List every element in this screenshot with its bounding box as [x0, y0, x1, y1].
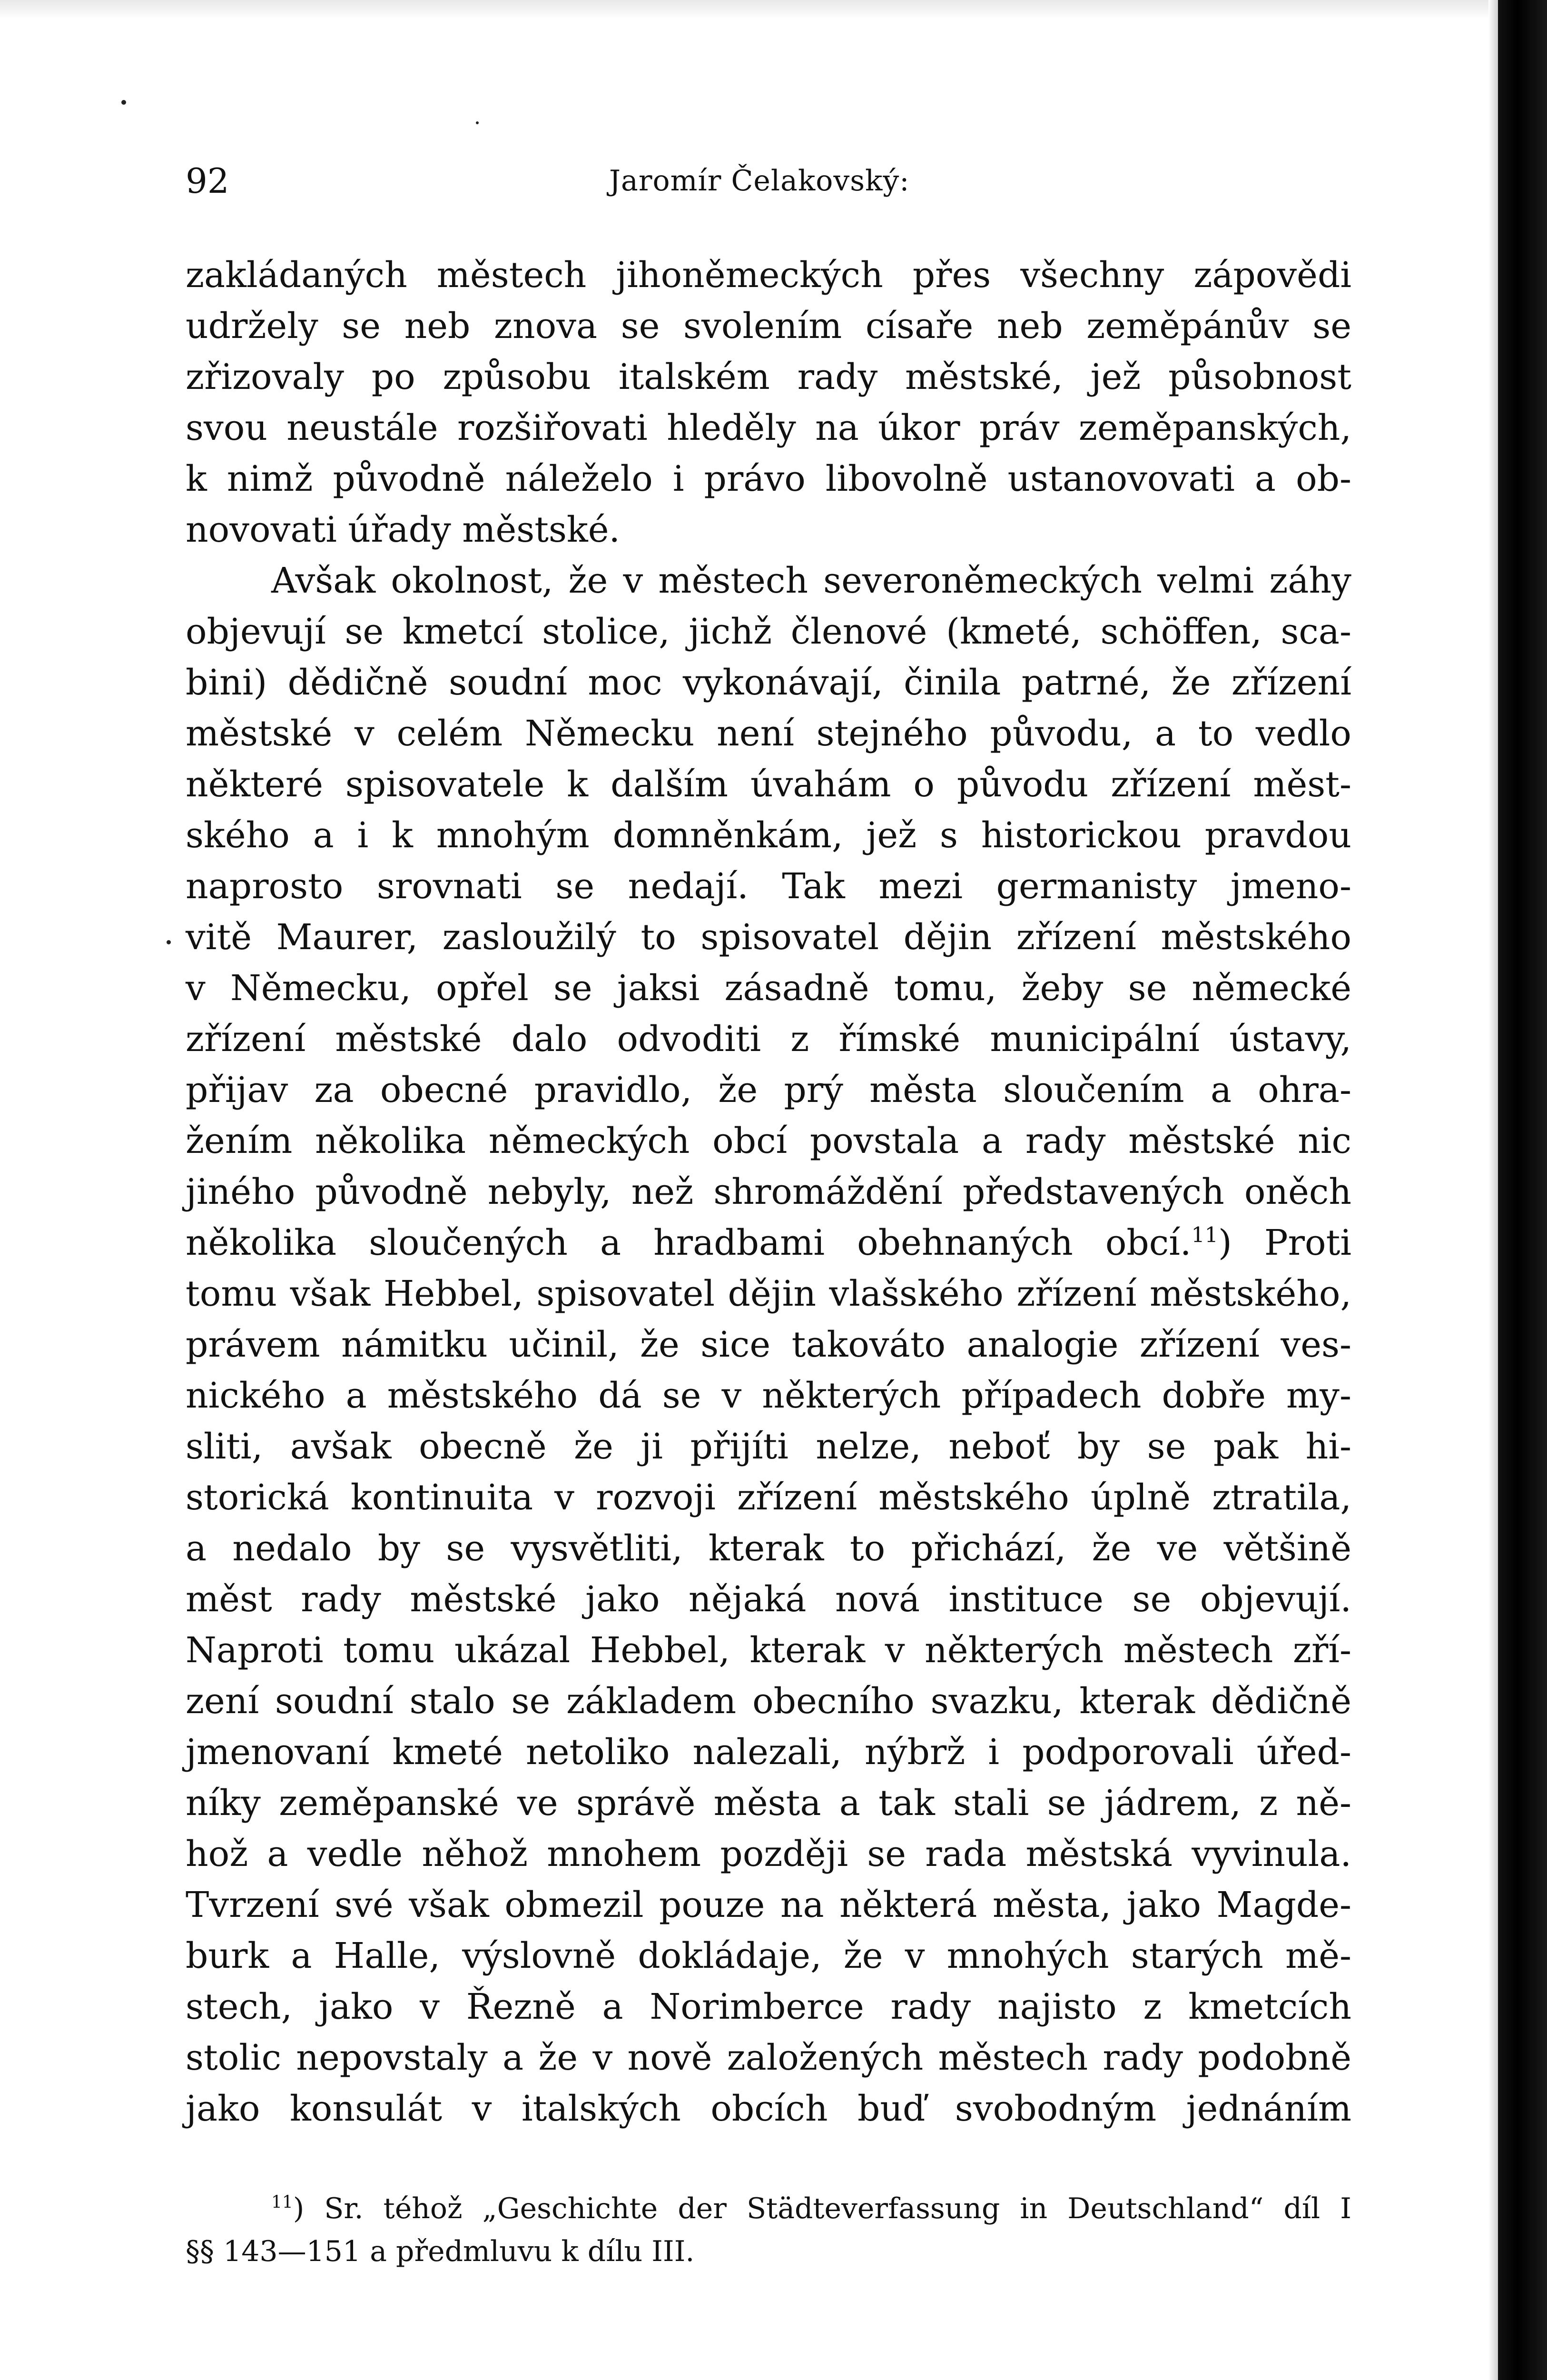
- footnote-reference[interactable]: 11: [1191, 1223, 1218, 1248]
- text-line: zřizovaly po způsobu italském rady městské, jež působnost: [186, 357, 1351, 397]
- text-line: sliti, avšak obecně že ji přijíti nelze, neboť by se pak hi-: [186, 1426, 1351, 1467]
- text-line: vitě Maurer, zasloužilý to spisovatel dějin zřízení městského: [186, 917, 1351, 958]
- text-line: níky zeměpanské ve správě města a tak stali se jádrem, z ně-: [186, 1783, 1351, 1824]
- page-edge-shade: [1488, 0, 1498, 2380]
- scan-border: [1498, 0, 1547, 2380]
- text-line: jako konsulát v italských obcích buď svobodným jednáním: [186, 2088, 1351, 2129]
- text-line: ského a i k mnohým domněnkám, jež s historickou pravdou: [186, 815, 1351, 856]
- footnote-line: §§ 143—151 a předmluvu k dílu III.: [186, 2235, 695, 2268]
- footnotes: [186, 2187, 1351, 2273]
- footnote-line: [186, 2187, 1351, 2230]
- text-line: Naproti tomu ukázal Hebbel, kterak v některých městech zří-: [186, 1630, 1351, 1671]
- text-line: svou neustále rozšiřovati hleděly na úkor práv zeměpanských,: [186, 407, 1351, 448]
- print-speck: [121, 100, 126, 105]
- text-line: stolic nepovstaly a že v nově založených městech rady podobně: [186, 2037, 1351, 2078]
- text-line: jmenovaní kmeté netoliko nalezali, nýbrž i podporovali úřed-: [186, 1732, 1351, 1773]
- text-line: právem námitku učinil, že sice takováto analogie zřízení ves-: [186, 1324, 1351, 1365]
- text-line: městské v celém Německu není stejného původu, a to vedlo: [186, 713, 1351, 754]
- text-fragment: několika sloučených a hradbami obehnaných obcí.: [186, 1222, 1192, 1263]
- text-line: přijav za obecné pravidlo, že prý města sloučením a ohra-: [186, 1070, 1351, 1111]
- text-line: naprosto srovnati se nedají. Tak mezi germanisty jmeno-: [186, 866, 1351, 907]
- text-line: žením několika německých obcí povstala a rady městské nic: [186, 1121, 1351, 1161]
- text-line: zřízení městské dalo odvoditi z římské municipální ústavy,: [186, 1019, 1351, 1060]
- print-speck: [476, 121, 479, 124]
- text-line: v Německu, opřel se jaksi zásadně tomu, žeby se německé: [186, 968, 1351, 1009]
- text-line: stech, jako v Řezně a Norimberce rady najisto z kmetcích: [186, 1986, 1351, 2027]
- text-line: a nedalo by se vysvětliti, kterak to přichází, že ve většině: [186, 1528, 1351, 1569]
- text-line: tomu však Hebbel, spisovatel dějin vlašského zřízení městského,: [186, 1273, 1351, 1314]
- text-line: bini) dědičně soudní moc vykonávají, činila patrné, že zřízení: [186, 662, 1351, 703]
- text-line: nického a městského dá se v některých případech dobře my-: [186, 1375, 1351, 1416]
- footnote-text: ) Sr. téhož „Geschichte der Städteverfassung in Deutschland“ díl I: [293, 2192, 1351, 2225]
- page-number: 92: [186, 161, 229, 201]
- text-line: storická kontinuita v rozvoji zřízení městského úplně ztratila,: [186, 1477, 1351, 1518]
- text-line: zení soudní stalo se základem obecního svazku, kterak dědičně: [186, 1681, 1351, 1722]
- text-line: Avšak okolnost, že v městech severoněmeckých velmi záhy: [271, 560, 1351, 601]
- text-line: jiného původně nebyly, než shromáždění představených oněch: [186, 1171, 1351, 1212]
- text-line: některé spisovatele k dalším úvahám o původu zřízení měst-: [186, 764, 1351, 805]
- text-line: zakládaných městech jihoněmeckých přes všechny zápovědi: [186, 255, 1351, 296]
- main-text: [186, 250, 1351, 2134]
- text-line: udržely se neb znova se svolením císaře neb zeměpánův se: [186, 306, 1351, 347]
- running-head: Jaromír Čelakovský:: [609, 164, 910, 198]
- text-fragment: ) Proti: [1218, 1222, 1352, 1263]
- text-line: Tvrzení své však obmezil pouze na některá města, jako Magde-: [186, 1884, 1351, 1925]
- page-top-shade: [0, 0, 1498, 19]
- footnote-marker: 11: [271, 2192, 293, 2212]
- text-line-with-footnote-ref: [186, 1218, 1351, 1269]
- text-line: hož a vedle něhož mnohem později se rada městská vyvinula.: [186, 1834, 1351, 1874]
- text-line: k nimž původně náleželo i právo libovolně ustanovovati a ob-: [186, 458, 1351, 499]
- text-line: novovati úřady městské.: [186, 509, 621, 550]
- text-line: objevují se kmetcí stolice, jichž členové (kmeté, schöffen, sca-: [186, 611, 1351, 652]
- text-line: burk a Halle, výslovně dokládaje, že v mnohých starých mě-: [186, 1935, 1351, 1976]
- page-header: [186, 157, 1351, 209]
- print-speck: [167, 940, 171, 944]
- text-line: měst rady městské jako nějaká nová instituce se objevují.: [186, 1579, 1351, 1620]
